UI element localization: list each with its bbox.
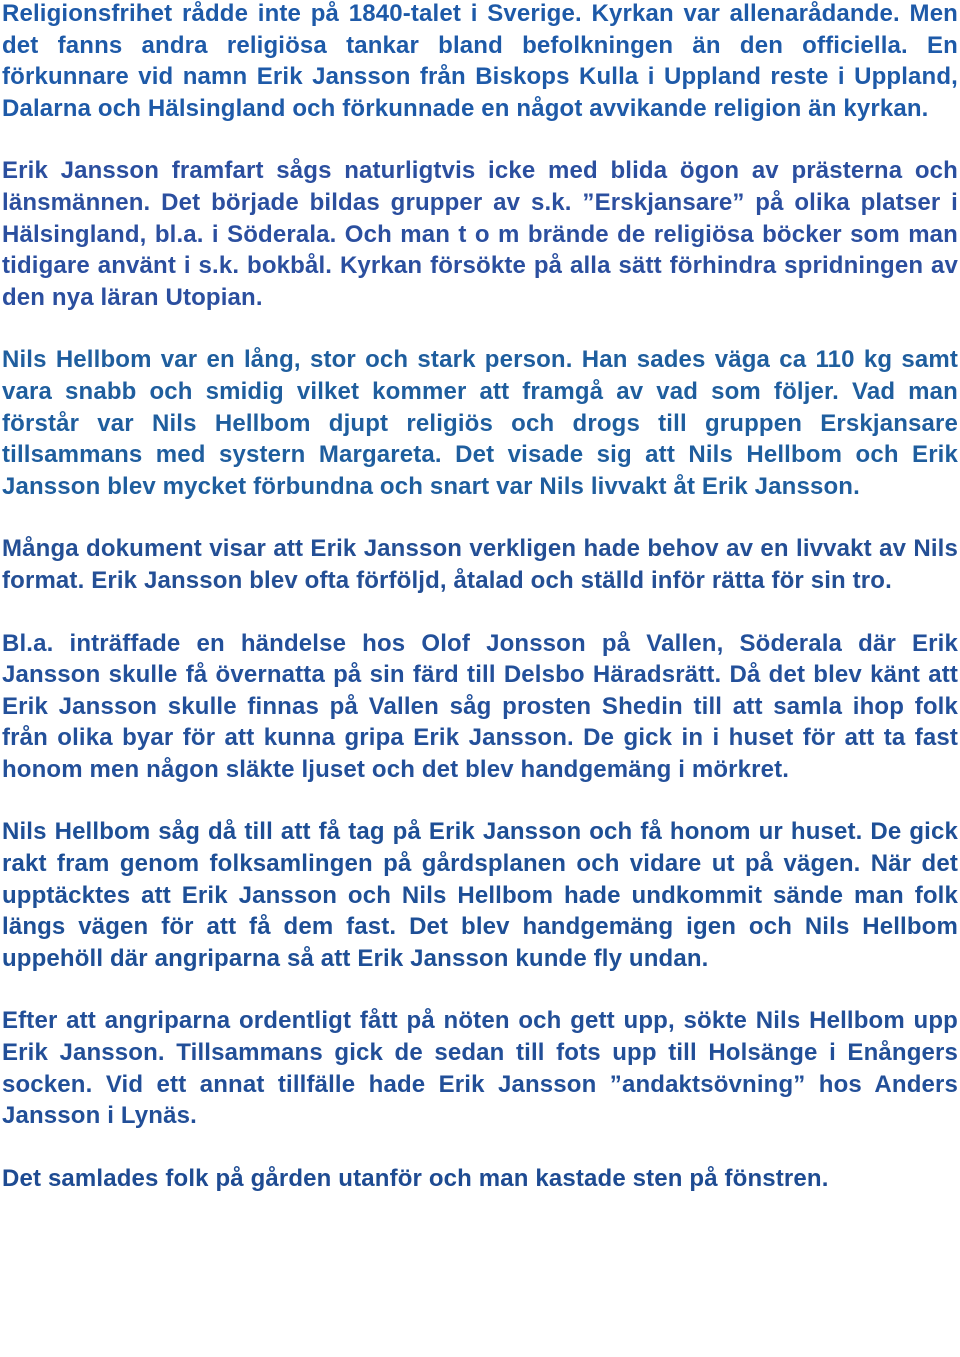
paragraph-escape: Nils Hellbom såg då till att få tag på Erik Jansson och få honom ur huset. De gick rakt fram genom folksamlingen på gårdsplanen och vidare ut på vägen. När det upptäcktes att Erik Jansson och Nils Hellbom hade undkommit sände man folk längs vägen för att få dem fast. Det blev handgemäng igen och Nils Hellbom uppehöll där angriparna så att Erik Jansson kunde fly undan. [2, 818, 958, 972]
paragraph-erik-jansson-opposition: Erik Jansson framfart sågs naturligtvis icke med blida ögon av prästerna och länsmännen. Det började bildas grupper av s.k. ”Erskjansare” på olika platser i Hälsingland, bl.a. i Söderala. Och man t o m brände de religiösa böcker som man tidigare använt i s.k. bokbål. Kyrkan försökte på alla sätt förhindra spridningen av den nya läran Utopian. [2, 157, 958, 311]
paragraph-stones-thrown: Det samlades folk på gården utanför och man kastade sten på fönstren. [2, 1164, 829, 1192]
paragraph-vallen-incident: Bl.a. inträffade en händelse hos Olof Jonsson på Vallen, Söderala där Erik Jansson skulle få övernatta på sin färd till Delsbo Häradsrätt. Då det blev känt att Erik Jansson skulle finnas på Vallen såg prosten Shedin till att samla ihop folk från olika byar för att kunna gripa Erik Jansson. De gick in i huset för att ta fast honom men någon släkte ljuset och det blev handgemäng i mörkret. [2, 629, 958, 783]
paragraph-religious-freedom: Religionsfrihet rådde inte på 1840-talet i Sverige. Kyrkan var allenarådande. Men det fanns andra religiösa tankar bland befolkningen än den officiella. En förkunnare vid namn Erik Jansson från Biskops Kulla i Uppland reste i Uppland, Dalarna och Hälsingland och förkunnade en något avvikande religion än kyrkan. [2, 0, 958, 122]
paragraph-nils-hellbom: Nils Hellbom var en lång, stor och stark person. Han sades väga ca 110 kg samt vara snabb och smidig vilket kommer att framgå av vad som följer. Vad man förstår var Nils Hellbom djupt religiös och drogs till gruppen Erskjansare tillsammans med systern Margareta. Det visade sig att Nils Hellbom och Erik Jansson blev mycket förbundna och snart var Nils livvakt åt Erik Jansson. [2, 346, 958, 500]
document-page [2, 0, 958, 1194]
paragraph-bodyguard: Många dokument visar att Erik Jansson verkligen hade behov av en livvakt av Nils format. Erik Jansson blev ofta förföljd, åtalad och ställd inför rätta för sin tro. [2, 535, 958, 594]
paragraph-holsange: Efter att angriparna ordentligt fått på nöten och gett upp, sökte Nils Hellbom upp Erik Jansson. Tillsammans gick de sedan till fots upp till Holsänge i Enångers socken. Vid ett annat tillfälle hade Erik Jansson ”andaktsövning” hos Anders Jansson i Lynäs. [2, 1007, 958, 1130]
